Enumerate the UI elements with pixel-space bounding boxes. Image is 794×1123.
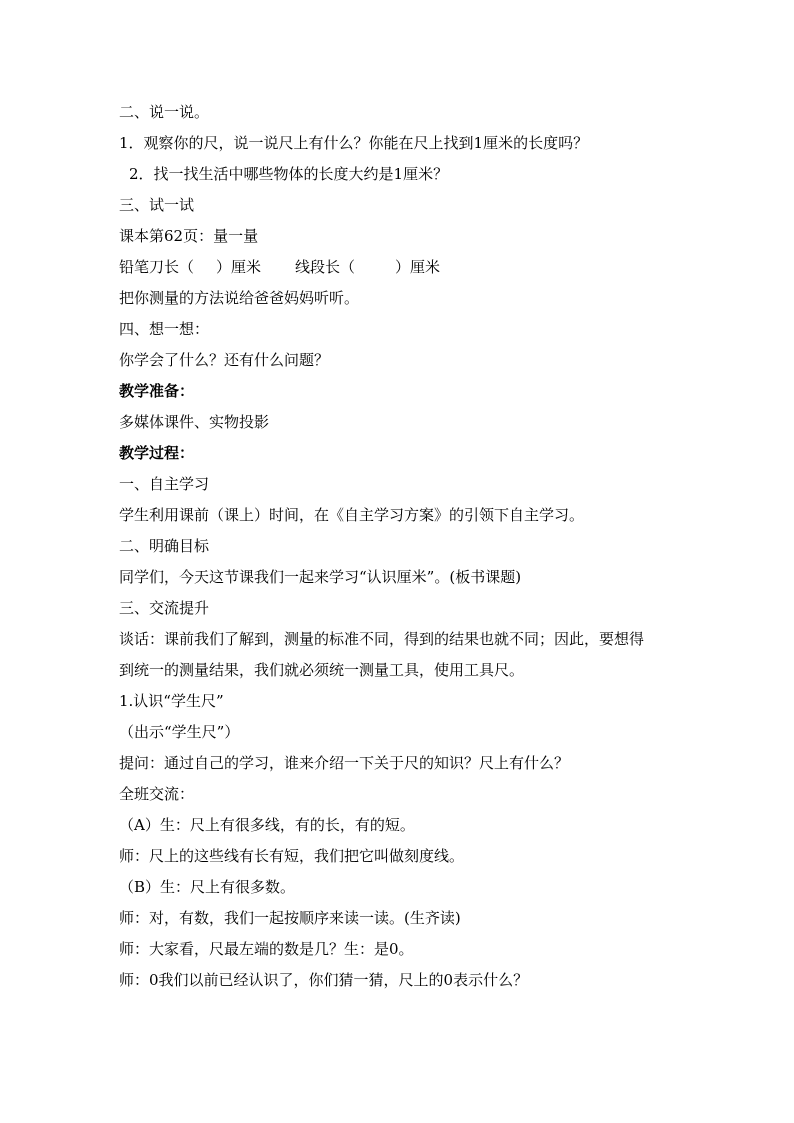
- paragraph: 到统一的测量结果，我们就必须统一测量工具，使用工具尺。: [119, 661, 525, 679]
- heading-teaching-process: 教学过程：: [119, 444, 195, 462]
- unit-cm: ）厘米: [395, 258, 441, 276]
- section-heading-try: 三、试一试: [119, 196, 195, 214]
- paragraph: （B）生：尺上有很多数。: [119, 878, 296, 896]
- section-heading-speak: 二、说一说。: [119, 103, 210, 121]
- pencil-sharpener-length-label: 铅笔刀长（: [119, 258, 195, 276]
- paragraph: 2．找一找生活中哪些物体的长度大约是1厘米？: [129, 165, 449, 183]
- line-segment-length-label: 线段长（: [295, 258, 356, 276]
- section-heading-exchange: 三、交流提升: [119, 599, 210, 617]
- paragraph: 1．观察你的尺，说一说尺上有什么？你能在尺上找到1厘米的长度吗？: [119, 134, 589, 152]
- paragraph: （出示“学生尺”）: [119, 723, 240, 741]
- unit-cm: ）厘米: [216, 258, 262, 276]
- paragraph: 同学们，今天这节课我们一起来学习“认识厘米”。(板书课题): [119, 568, 522, 586]
- section-heading-goals: 二、明确目标: [119, 537, 210, 555]
- paragraph: 把你测量的方法说给爸爸妈妈听听。: [119, 289, 360, 307]
- paragraph: 提问：通过自己的学习，谁来介绍一下关于尺的知识？尺上有什么？: [119, 754, 570, 772]
- paragraph: 师：对，有数，我们一起按顺序来读一读。(生齐读): [119, 909, 461, 927]
- heading-teaching-preparation: 教学准备：: [119, 382, 195, 400]
- paragraph: 师：0我们以前已经认识了，你们猜一猜，尺上的0表示什么？: [119, 971, 529, 989]
- section-heading-think: 四、想一想：: [119, 320, 210, 338]
- paragraph: （A）生：尺上有很多线，有的长，有的短。: [119, 816, 415, 834]
- measurement-blanks: [119, 254, 699, 285]
- document-body: [119, 99, 699, 998]
- paragraph: 全班交流：: [119, 785, 195, 803]
- paragraph: 师：大家看，尺最左端的数是几？生：是0。: [119, 940, 414, 958]
- paragraph: 谈话：课前我们了解到，测量的标准不同，得到的结果也就不同；因此，要想得: [119, 630, 645, 648]
- paragraph: 你学会了什么？还有什么问题？: [119, 351, 330, 369]
- section-heading-self-study: 一、自主学习: [119, 475, 210, 493]
- subheading-ruler: 1.认识“学生尺”: [119, 692, 224, 710]
- paragraph: 师：尺上的这些线有长有短，我们把它叫做刻度线。: [119, 847, 465, 865]
- paragraph: 学生利用课前（课上）时间，在《自主学习方案》的引领下自主学习。: [119, 506, 585, 524]
- paragraph: 多媒体课件、实物投影: [119, 413, 270, 431]
- paragraph: 课本第62页：量一量: [119, 227, 259, 245]
